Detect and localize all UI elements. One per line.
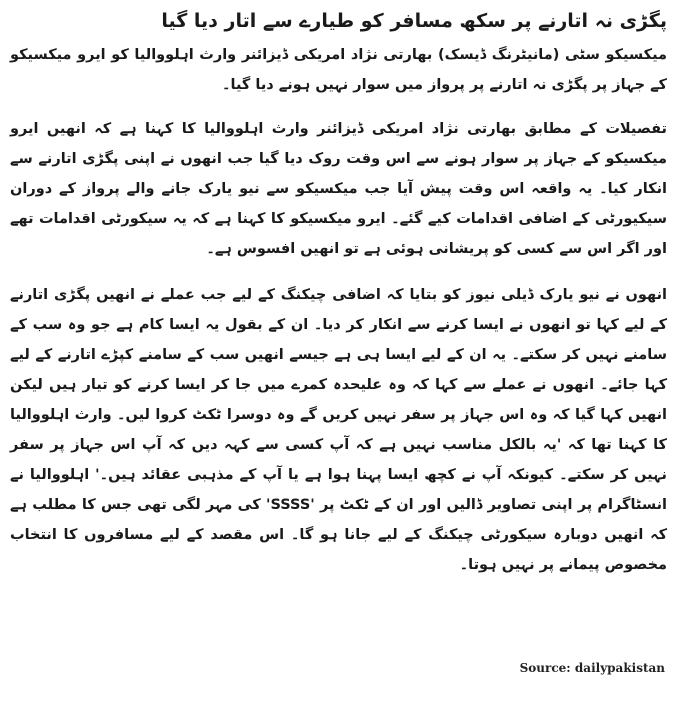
article-paragraph-3: انھوں نے نیو یارک ڈیلی نیوز کو بتایا کہ اضافی چیکنگ کے لیے جب عملے نے انھیں پگڑی اتارنے کے لیے کہا تو انھوں نے ایسا کرنے سے انکار کر دیا۔ ان کے بقول یہ ایسا کام ہے جو وہ سب کے سامنے نہیں کر سکتے۔ یہ ان کے لیے ایسا ہی ہے جیسے انھیں سب کے سامنے کپڑے اتارنے کے لیے کہا جائے۔ انھوں نے عملے سے کہا کہ وہ علیحدہ کمرے میں جا کر ایسا کرنے کو تیار ہیں لیکن انھیں کہا گیا کہ وہ اس جہاز پر سفر نہیں کریں گے وہ دوسرا ٹکٹ کروا لیں۔ وارث اہلووالیا کا کہنا تھا کہ 'یہ بالکل مناسب نہیں ہے کہ آپ کسی سے کہہ دیں کہ آپ اس جہاز پر سفر نہیں کر سکتے۔ کیونکہ آپ نے کچھ ایسا پہنا ہوا ہے یا آپ کے مذہبی عقائد ہیں۔' اہلووالیا نے انسٹاگرام پر اپنی تصاویر ڈالیں اور ان کے ٹکٹ پر 'SSSS' کی مہر لگی تھی جس کا مطلب ہے کہ انھیں دوبارہ سیکورٹی چیکنگ کے لیے جانا ہو گا۔ اس مقصد کے لیے مسافروں کا انتخاب مخصوص پیمانے پر نہیں ہوتا۔ xyxy=(10,287,668,573)
article-headline: پگڑی نہ اتارنے پر سکھ مسافر کو طیارے سے اتار دیا گیا xyxy=(161,10,667,32)
article xyxy=(10,8,667,590)
article-paragraph-2: تفصیلات کے مطابق بھارتی نژاد امریکی ڈیزائنر وارث اہلووالیا کا کہنا ہے کہ انھیں ایرو میکسیکو کے جہاز پر سوار ہونے سے اس وقت روک دیا گیا جب انھوں نے اپنی پگڑی اتارنے سے انکار کیا۔ یہ واقعہ اس وقت پیش آیا جب میکسیکو سے نیو یارک جانے والے پرواز کے دوران سیکیورٹی کے اضافی اقدامات کیے گئے۔ ایرو میکسیکو کا کہنا ہے کہ یہ سیکورٹی اقدامات تھے اور اگر اس سے کسی کو پریشانی ہوئی ہے تو انھیں افسوس ہے۔ xyxy=(10,121,667,257)
article-paragraph-1: میکسیکو سٹی (مانیٹرنگ ڈیسک) بھارتی نژاد امریکی ڈیزائنر وارث اہلووالیا کو ایرو میکسیکو کے جہاز پر پگڑی نہ اتارنے پر پرواز میں سوار نہیں ہونے دیا گیا۔ xyxy=(10,47,667,93)
source-credit: Source: dailypakistan xyxy=(519,661,665,675)
